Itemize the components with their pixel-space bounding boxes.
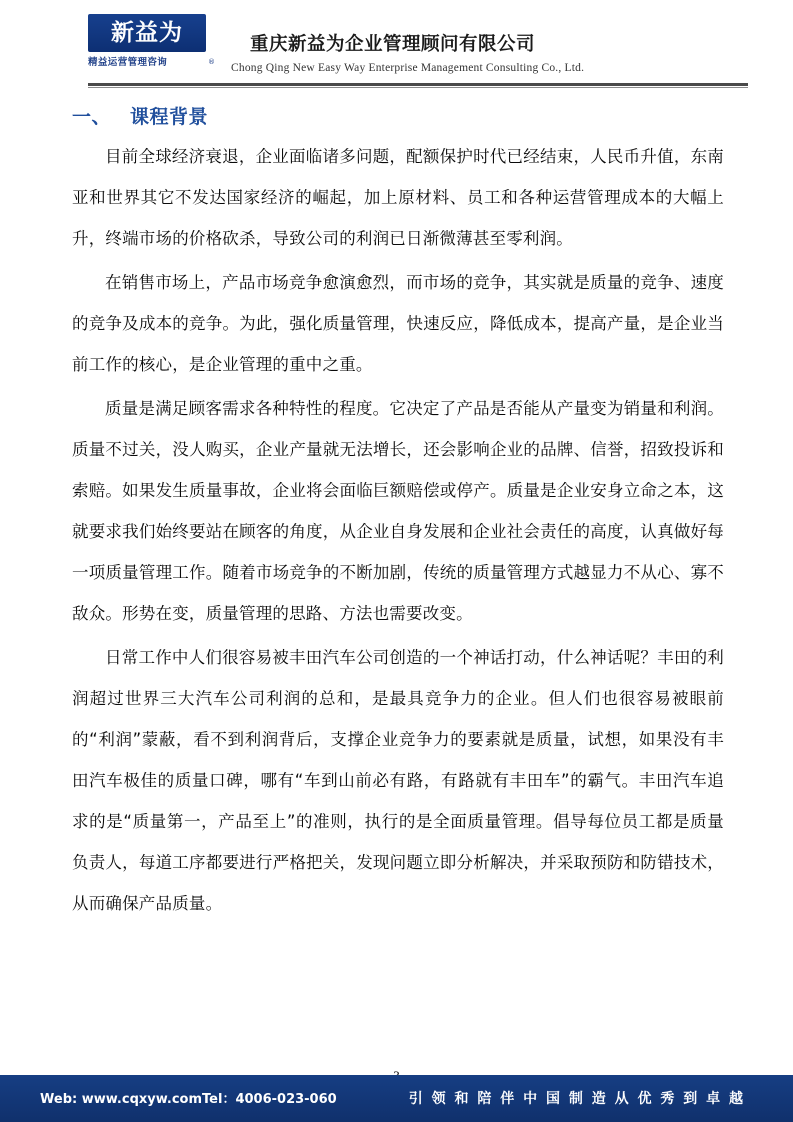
section-heading	[72, 102, 472, 129]
logo-subtitle: 精益运营管理咨询	[88, 57, 168, 68]
body-paragraph: 质量是满足顾客需求各种特性的程度。它决定了产品是否能从产量变为销量和利润。质量不过关，没人购买，企业产量就无法增长，还会影响企业的品牌、信誉，招致投诉和索赔。如果发生质量事故，企业将会面临巨额赔偿或停产。质量是企业安身立命之本，这就要求我们始终要站在顾客的角度，从企业自身发展和企业社会责任的高度，认真做好每一项质量管理工作。随着市场竞争的不断加剧，传统的质量管理方式越显力不从心、寡不敌众。形势在变，质量管理的思路、方法也需要改变。	[72, 399, 724, 623]
footer-web: Web: www.cqxyw.com	[40, 1092, 203, 1107]
company-name-en: Chong Qing New Easy Way Enterprise Management Consulting Co., Ltd.	[231, 62, 585, 74]
footer-tel: Tel：4006-023-060	[202, 1092, 337, 1107]
company-logo	[88, 14, 220, 72]
body-paragraph: 目前全球经济衰退，企业面临诸多问题，配额保护时代已经结束，人民币升值，东南亚和世界其它不发达国家经济的崛起，加上原材料、员工和各种运营管理成本的大幅上升，终端市场的价格砍杀，导致公司的利润已日渐微薄甚至零利润。	[72, 147, 724, 248]
footer-contact	[40, 1088, 337, 1107]
body-paragraph: 日常工作中人们很容易被丰田汽车公司创造的一个神话打动，什么神话呢？丰田的利润超过世界三大汽车公司利润的总和，是最具竞争力的企业。但人们也很容易被眼前的“利润”蒙蔽，看不到利润背后，支撑企业竞争力的要素就是质量，试想，如果没有丰田汽车极佳的质量口碑，哪有“车到山前必有路，有路就有丰田车”的霸气。丰田汽车追求的是“质量第一，产品至上”的准则，执行的是全面质量管理。倡导每位员工都是质量负责人，每道工序都要进行严格把关，发现问题立即分析解决，并采取预防和防错技术，从而确保产品质量。	[72, 648, 724, 913]
logo-text: 新益为	[111, 19, 183, 46]
header-divider-thin	[88, 87, 748, 88]
page-header	[0, 0, 793, 88]
registered-mark-icon: ®	[208, 58, 215, 66]
section-title: 课程背景	[130, 106, 209, 128]
company-name-cn: 重庆新益为企业管理顾问有限公司	[250, 34, 536, 55]
body-paragraph: 在销售市场上，产品市场竞争愈演愈烈，而市场的竞争，其实就是质量的竞争、速度的竞争及成本的竞争。为此，强化质量管理，快速反应，降低成本，提高产量，是企业当前工作的核心，是企业管理的重中之重。	[72, 273, 724, 374]
header-divider	[88, 83, 748, 86]
section-number: 一、	[72, 106, 112, 128]
footer-slogan: 引 领 和 陪 伴 中 国 制 造 从 优 秀 到 卓 越	[408, 1091, 745, 1107]
document-body	[72, 136, 724, 927]
page-footer	[0, 1075, 793, 1122]
logo-badge	[88, 14, 206, 52]
